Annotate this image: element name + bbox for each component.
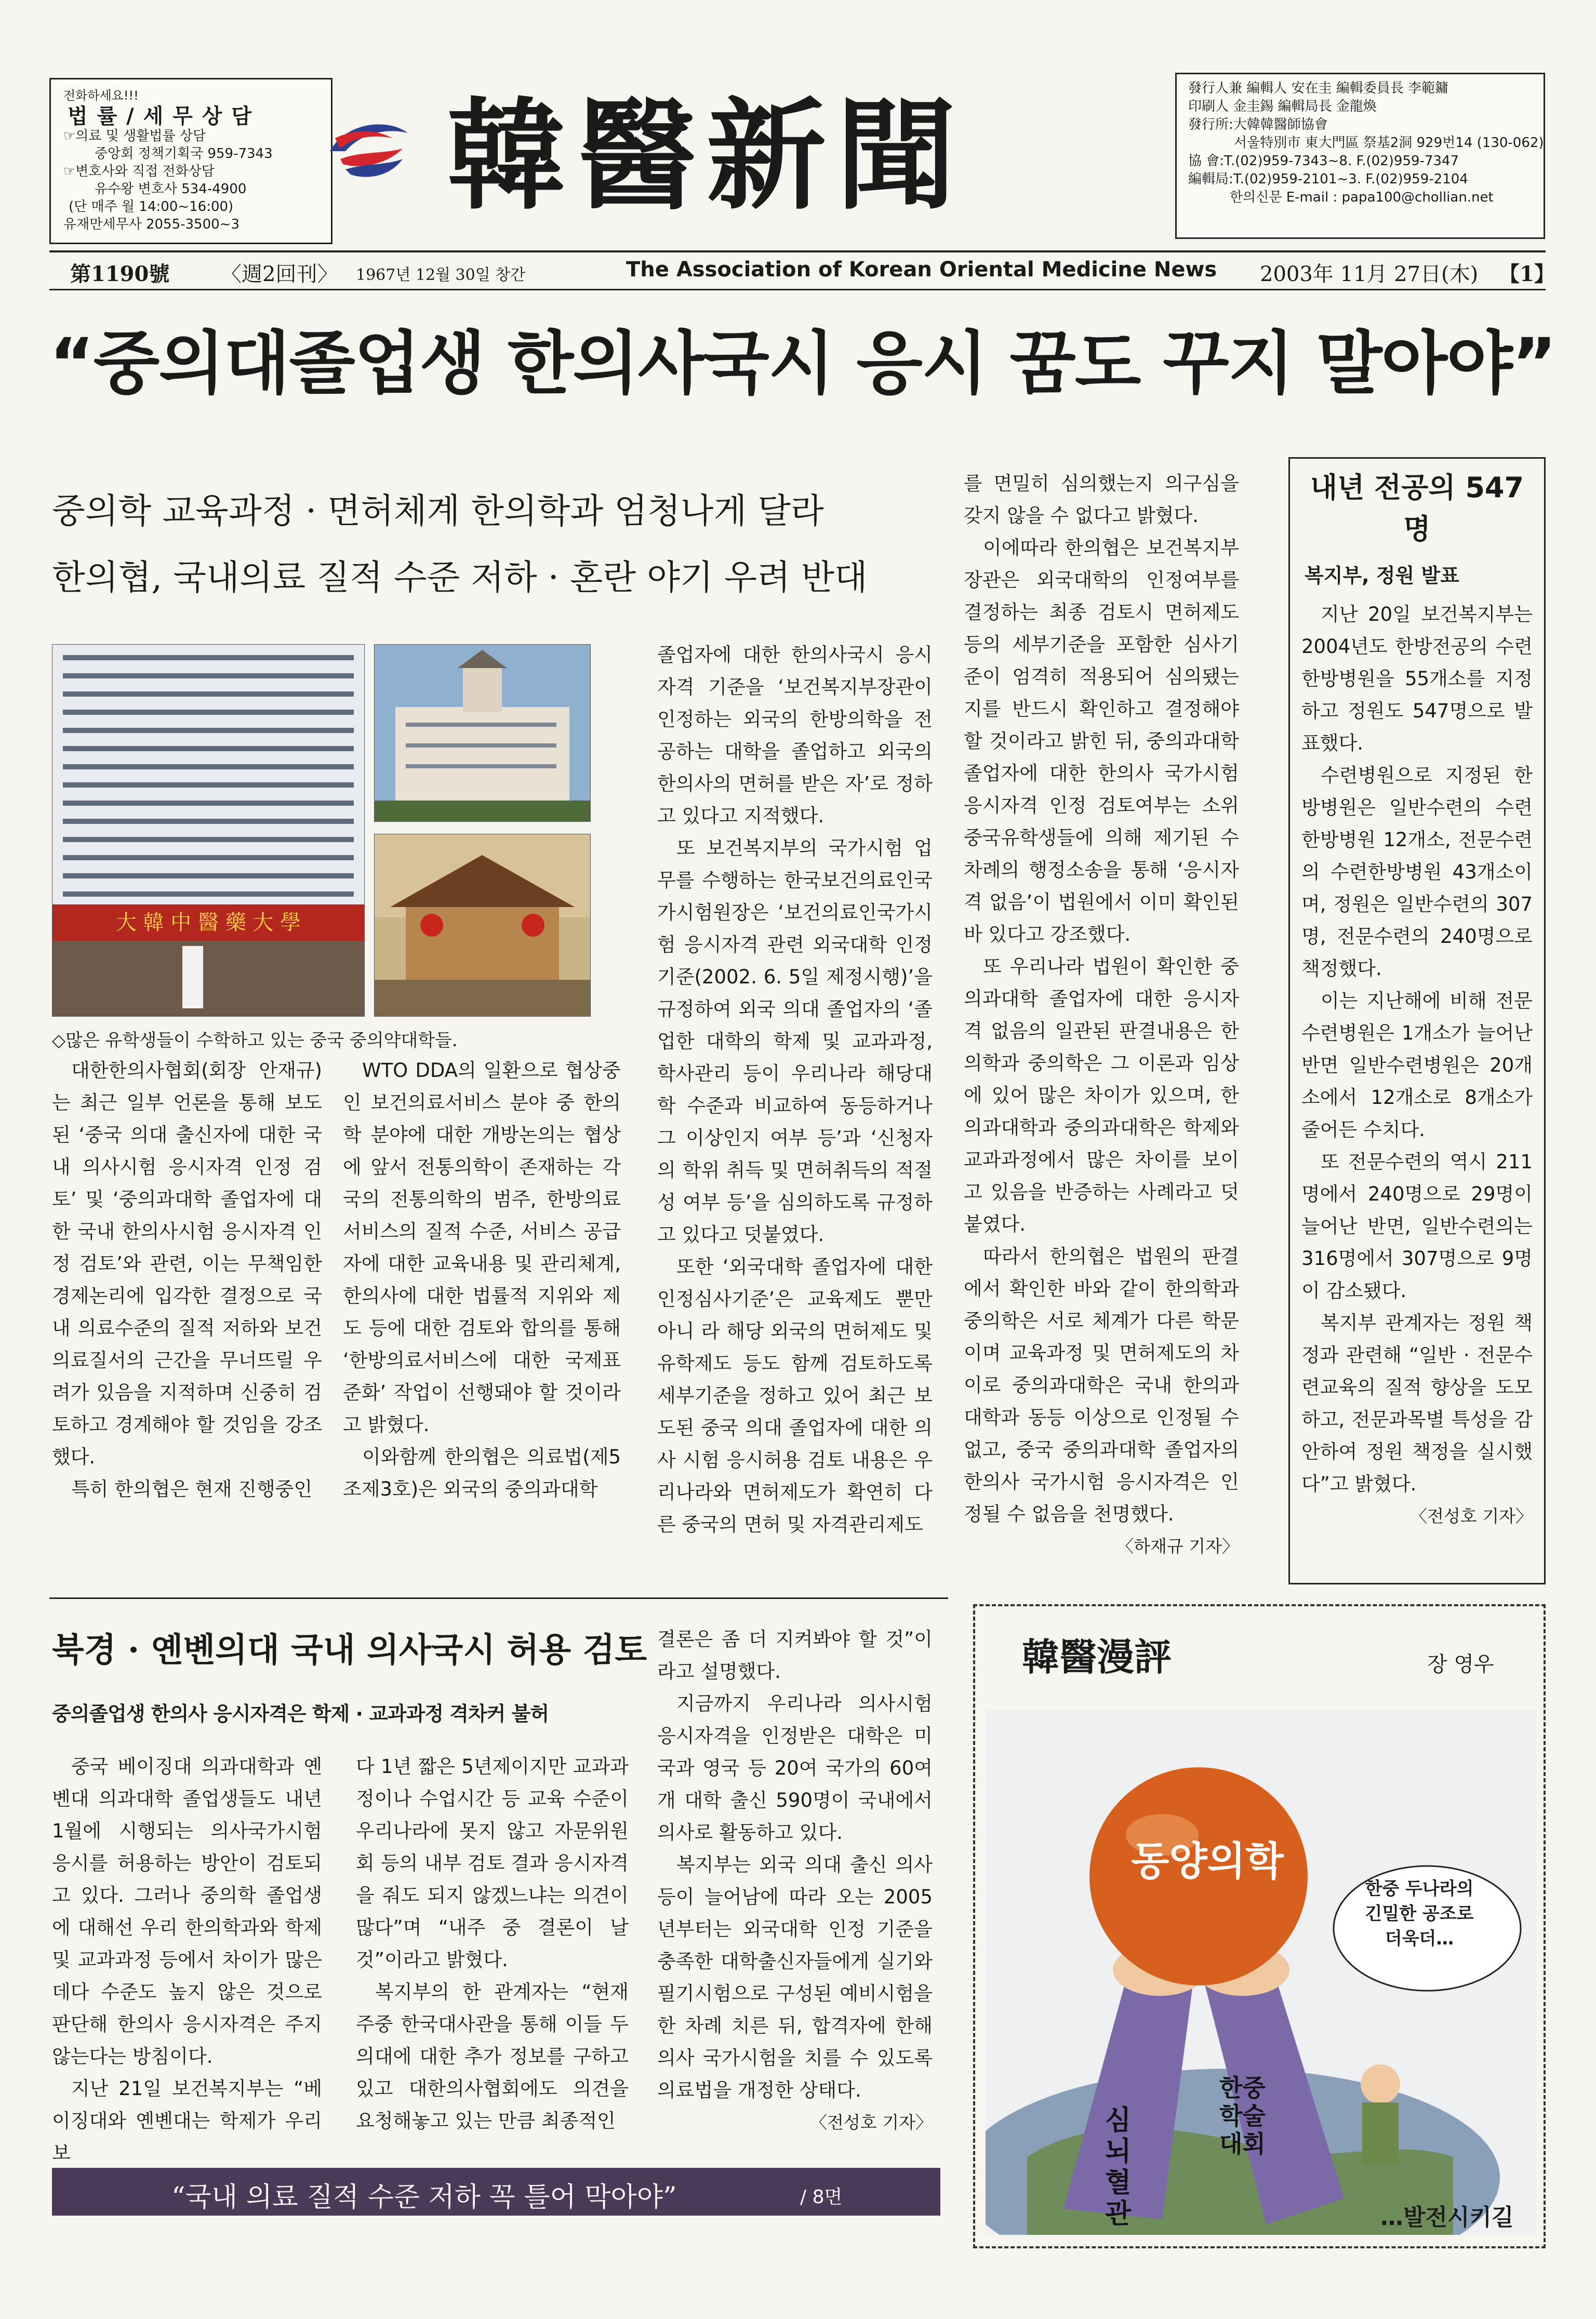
- consult-line: (단 매주 월 14:00~16:00): [69, 199, 234, 215]
- publisher-line: 한의신문 E-mail : papa100@chollian.net: [1230, 190, 1494, 205]
- cartoon-artist: 장 영우: [1427, 1652, 1494, 1676]
- issue-date: 2003年 11月 27日(木): [1260, 262, 1479, 286]
- dateline-bottom-rule: [49, 289, 1546, 290]
- legal-consult-box: [49, 78, 332, 244]
- gate-photo-icon: [375, 834, 590, 1016]
- main-headline: “중의대졸업생 한의사국시 응시 꿈도 꾸지 말아야”: [49, 324, 1556, 404]
- main-article-col-2: [343, 1055, 621, 1505]
- association-logo-icon: [325, 102, 413, 190]
- consult-line: ☞변호사와 직접 전화상담: [63, 164, 215, 179]
- photo-campus-gate: [374, 834, 591, 1017]
- cartoon-bottom-text: …발전시키길: [1380, 2204, 1514, 2231]
- related-article-bar: [52, 2168, 940, 2216]
- paragraph: 또 보건복지부의 국가시험 업무를 수행하는 한국보건의료인국가시험원장은 ‘보건의료인국가시험 응시자격 관련 외국대학 인정 기준(2002. 6. 5일 제정시행)’을 규정하여 외국 의대 졸업자의 ‘졸업한 대학의 학제 및 교과과정, 학사관리 등이 우리나라 해당대학 수준과 비교하여 동등하거나 그 이상인지 여부 등’과 ‘신청자의 학위 취득 및 면허취득의 적절성 여부 등’을 심의하도록 규정하고 있다고 덧붙였다.: [657, 837, 933, 1246]
- main-article-col-3: [657, 639, 933, 1541]
- publisher-line: 서울特別市 東大門區 祭基2洞 929번14 (130-062): [1234, 135, 1544, 151]
- sidebar-subtitle: 복지부, 정원 발표: [1305, 564, 1459, 587]
- hall-photo-icon: [375, 645, 590, 821]
- second-article-col-3: [657, 1623, 933, 2139]
- sidebar-body: [1301, 598, 1533, 1532]
- paragraph: 또 전문수련의 역시 211명에서 240명으로 29명이 늘어난 반면, 일반수련의는 316명에서 307명으로 9명이 감소됐다.: [1301, 1151, 1533, 1302]
- second-article-col-1: [52, 1751, 322, 2169]
- dateline-top-rule: [49, 250, 1546, 252]
- publisher-line: 印刷人 金圭錫 編輯局長 金龍煥: [1188, 99, 1377, 114]
- paragraph: 를 면밀히 심의했는지 의구심을 갖지 않을 수 없다고 밝혔다.: [964, 472, 1239, 527]
- section-rule: [49, 1597, 948, 1599]
- main-subhead-1: 중의학 교육과정 · 면허체계 한의학과 엄청나게 달라: [52, 491, 824, 531]
- cartoon-left-arm-label: 심뇌혈관: [1105, 2105, 1132, 2230]
- photo-banner-text: 大 韓 中 醫 藥 大 學: [115, 911, 301, 935]
- photo-university-building: [52, 644, 365, 1017]
- second-article-col-2: [356, 1751, 629, 2137]
- paragraph: 결론은 좀 더 지켜봐야 할 것”이라고 설명했다.: [657, 1628, 933, 1683]
- consult-line: 중앙회 정책기획국 959-7343: [95, 146, 273, 162]
- publication-frequency: 〈週2回刊〉: [221, 262, 338, 286]
- consult-top-note: 전화하세요!!!: [63, 88, 139, 103]
- related-article-page: / 8면: [800, 2187, 843, 2208]
- consult-line: 유재만세무사 2055-3500~3: [63, 217, 240, 232]
- publisher-line: 發行所:大韓韓醫師協會: [1188, 117, 1328, 132]
- masthead-title: 韓醫新聞: [447, 86, 967, 226]
- paragraph: 지금까지 우리나라 의사시험 응시자격을 인정받은 대학은 미국과 영국 등 20여 국가의 60여개 대학 출신 590명이 국내에서 의사로 활동하고 있다.: [657, 1692, 933, 1844]
- consult-line: 유수왕 변호사 534-4900: [95, 181, 247, 197]
- second-headline: 북경 · 옌볜의대 국내 의사국시 허용 검토: [52, 1631, 647, 1670]
- founded-date: 1967년 12월 30일 창간: [356, 266, 526, 284]
- second-byline: 〈전성호 기자〉: [810, 2112, 933, 2133]
- paragraph: 지난 20일 보건복지부는 2004년도 한방전공의 수련한방병원을 55개소를 지정하고 정원도 547명으로 발표했다.: [1301, 603, 1533, 754]
- publisher-info-box: [1175, 73, 1545, 239]
- dateline: [49, 256, 1555, 287]
- paragraph: 또 우리나라 법원이 확인한 중의과대학 졸업자에 대한 응시자격 없음의 일관된 판결내용은 한의학과 중의학은 그 이론과 임상에 있어 많은 차이가 있으며, 한의과대학과 중의과대학은 학제와 교과과정에서 많은 차이를 보이고 있음을 반증하는 사례라고 덧붙였다.: [964, 955, 1239, 1235]
- publisher-line: 發行人兼 編輯人 安在圭 編輯委員長 李範鏞: [1188, 81, 1449, 96]
- publisher-line: 協 會:T.(02)959-7343~8. F.(02)959-7347: [1188, 153, 1459, 169]
- cartoon-title: 韓醫漫評: [1022, 1635, 1172, 1679]
- paragraph: 지난 21일 보건복지부는 “베이징대와 옌볜대는 학제가 우리보: [52, 2077, 322, 2164]
- consult-title: 법 률 / 세 무 상 담: [68, 104, 253, 128]
- main-article-col-4: [964, 468, 1239, 1563]
- editorial-cartoon: [973, 1604, 1546, 2248]
- sidebar-byline: 〈전성호 기자〉: [1410, 1506, 1533, 1526]
- cartoon-right-arm-label: 한중학술대회: [1219, 2074, 1266, 2158]
- paragraph: 수련병원으로 지정된 한방병원은 일반수련의 수련한방병원 12개소, 전문수련의 수련한방병원 43개소이며, 정원은 일반수련의 307명, 전문수련의 240명으로 책정했다.: [1301, 764, 1533, 980]
- paragraph: 이와함께 한의협은 의료법(제5조제3호)은 외국의 중의과대학: [343, 1446, 621, 1500]
- main-subhead-2: 한의협, 국내의료 질적 수준 저하 · 혼란 야기 우려 반대: [52, 557, 868, 597]
- paragraph: 졸업자에 대한 한의사국시 응시자격 기준을 ‘보건복지부장관이 인정하는 외국의 한방의학을 전공하는 대학을 졸업하고 외국의 한의사의 면허를 받은 자’로 정하고 있다고 지적했다.: [657, 644, 933, 827]
- paragraph: 따라서 한의협은 법원의 판결에서 확인한 바와 같이 한의학과 중의학은 서로 체계가 다른 학문이며 교육과정 및 면허제도의 차이로 중의과대학은 국내 한의과대학과 동등 이상으로 인정될 수 없고, 중국 중의과대학 졸업자의 한의사 국가시험 응시자격은 인정될 수 없음을 천명했다.: [964, 1245, 1239, 1525]
- photo-caption: ◇많은 유학생들이 수학하고 있는 중국 중의약대학들.: [52, 1030, 458, 1051]
- paragraph: 대한한의사협회(회장 안재규)는 최근 일부 언론을 통해 보도된 ‘중국 의대 출신자에 대한 국내 의사시험 응시자격 인정 검토’ 및 ‘중의과대학 졸업자에 대한 국내 한의사시험 응시자격 인정 검토’와 관련, 이는 무책임한 경제논리에 입각한 결정으로 국내 의료수준의 질적 저하와 보건의료질서의 근간을 무너뜨릴 우려가 있음을 지적하며 신중히 검토하고 경계해야 할 것임을 강조했다.: [52, 1059, 322, 1468]
- paragraph: 또한 ‘외국대학 졸업자에 대한 인정심사기준’은 교육제도 뿐만 아니 라 해당 외국의 면허제도 및 유학제도 등도 함께 검토하도록 세부기준을 정하고 있어 최근 보도된 중국 의대 졸업자에 대한 의사 시험 응시허용 검토 내용은 우리나라와 면허제도가 확연히 다른 중국의 면허 및 자격관리제도: [657, 1256, 933, 1536]
- photo-main-hall: [374, 644, 591, 822]
- english-name: The Association of Korean Oriental Medicine News: [626, 258, 1217, 282]
- paragraph: 이는 지난해에 비해 전문수련병원은 1개소가 늘어난 반면 일반수련병원은 20개소에서 12개소로 8개소가 줄어든 수치다.: [1301, 990, 1533, 1141]
- paragraph: 다 1년 짧은 5년제이지만 교과과정이나 수업시간 등 교육 수준이 우리나라에 못지 않고 자문위원회 등의 내부 검토 결과 응시자격을 줘도 되지 않겠느냐는 의견이 많다”며 “내주 중 결론이 날 것”이라고 밝혔다.: [356, 1755, 629, 1971]
- paragraph: 복지부 관계자는 정원 책정과 관련해 “일반 · 전문수련교육의 질적 향상을 도모하고, 전문과목별 특성을 감안하여 정원 책정을 실시했다”고 밝혔다.: [1301, 1312, 1533, 1495]
- sidebar-article-box: [1288, 457, 1546, 1584]
- building-photo-icon: [52, 645, 364, 1016]
- paragraph: 중국 베이징대 의과대학과 옌볜대 의과대학 졸업생들도 내년 1월에 시행되는 의사국가시험 응시를 허용하는 방안이 검토되고 있다. 그러나 중의학 졸업생에 대해선 우리 한의학과와 학제 및 교과과정 등에서 차이가 많은 데다 수준도 높지 않은 것으로 판단해 한의사 응시자격은 주지 않는다는 방침이다.: [52, 1755, 322, 2068]
- related-article-text: “국내 의료 질적 수준 저하 꼭 틀어 막아야”: [171, 2182, 677, 2213]
- cartoon-ball-label: 동양의학: [1131, 1838, 1284, 1884]
- publisher-line: 編輯局:T.(02)959-2101~3. F.(02)959-2104: [1188, 171, 1468, 187]
- issue-number: 第1190號: [70, 262, 170, 286]
- paragraph: 이에따라 한의협은 보건복지부장관은 외국대학의 인정여부를 결정하는 최종 검토시 면허제도 등의 세부기준을 포함한 심사기준이 엄격히 적용되어 심의됐는지를 반드시 확인하고 결정해야 할 것이라고 밝힌 뒤, 중의과대학 졸업자에 대한 한의사 국가시험 응시자격 인정 검토여부는 소위 중국유학생들에 의해 제기된 수 차례의 행정소송을 통해 ‘응시자격 없음’이 법원에서 이미 확인된 바 있다고 강조했다.: [964, 537, 1239, 945]
- second-subhead: 중의졸업생 한의사 응시자격은 학제 · 교과과정 격차커 불허: [52, 1702, 549, 1725]
- paragraph: 복지부는 외국 의대 출신 의사 등이 늘어남에 따라 오는 2005년부터는 외국대학 인정 기준을 충족한 대학출신자들에게 실기와 필기시험으로 구성된 예비시험을 한 차례 치른 뒤, 합격자에 한해 의사 국가시험을 치를 수 있도록 의료법을 개정한 상태다.: [657, 1854, 933, 2101]
- sidebar-title: 내년 전공의 547명: [1310, 471, 1524, 545]
- page-number: 【1】: [1499, 262, 1555, 286]
- paragraph: 복지부의 한 관계자는 “현재 주중 한국대사관을 통해 이들 두 의대에 대한 추가 정보를 구하고 있고 대한의사협회에도 의견을 요청해놓고 있는 만큼 최종적인: [356, 1981, 629, 2132]
- paragraph: WTO DDA의 일환으로 협상중인 보건의료서비스 분야 중 한의학 분야에 대한 개방논의는 협상에 앞서 전통의학이 존재하는 각 국의 전통의학의 범주, 한방의료서비스의 질적 수준, 서비스 공급자에 대한 교육내용 및 관리체계, 한의사에 대한 법률적 지위와 제도 등에 대한 검토와 합의를 통해 ‘한방의료서비스에 대한 국제표준화’ 작업이 선행돼야 할 것이라고 밝혔다.: [343, 1059, 621, 1436]
- cartoon-speech-text: 한중 두나라의 긴밀한 공조로 더욱더…: [1365, 1878, 1474, 1949]
- main-byline: 〈하재규 기자〉: [1116, 1536, 1239, 1556]
- main-article-col-1: [52, 1055, 322, 1505]
- consult-line: ☞의료 및 생활법률 상담: [63, 128, 206, 144]
- paragraph: 특히 한의협은 현재 진행중인: [71, 1478, 313, 1500]
